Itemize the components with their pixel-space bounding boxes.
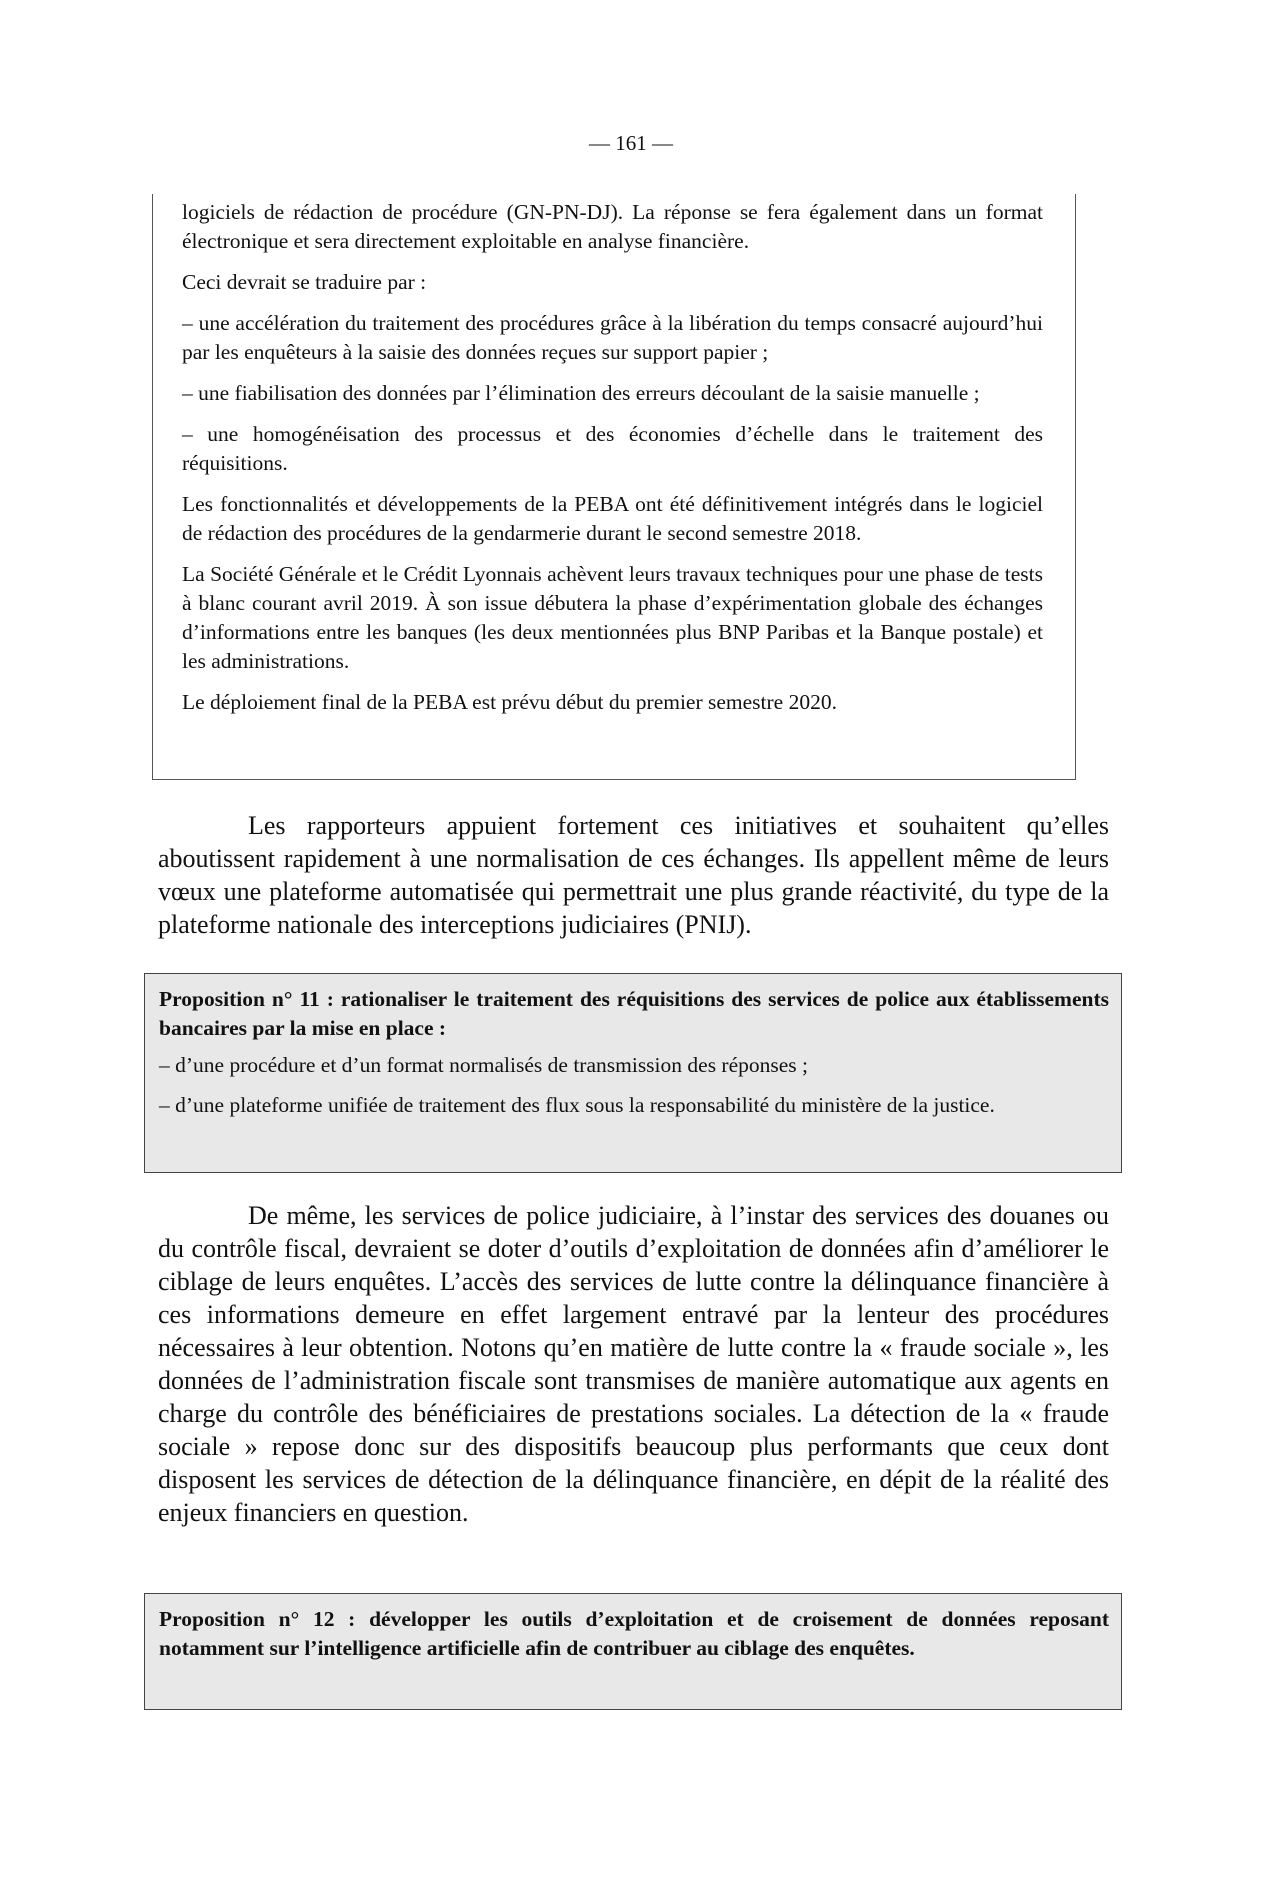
proposal-11-item: – d’une plateforme unifiée de traitement des flux sous la responsabilité du ministère de la justice. bbox=[159, 1093, 995, 1117]
proposal-11-title: Proposition n° 11 : rationaliser le traitement des réquisitions des services de police aux établissements bancaires par la mise en place : bbox=[159, 987, 1109, 1040]
proposal-12-title: Proposition n° 12 : développer les outils d’exploitation et de croisement de données reposant notamment sur l’intelligence artificielle afin de contribuer au ciblage des enquêtes. bbox=[159, 1607, 1109, 1660]
page-number: — 161 — bbox=[589, 131, 673, 155]
box-paragraph: Les fonctionnalités et développements de la PEBA ont été définitivement intégrés dans le logiciel de rédaction des procédures de la gendarmerie durant le second semestre 2018. bbox=[182, 492, 1043, 545]
proposal-12-box bbox=[144, 1593, 1122, 1710]
proposal-11-item: – d’une procédure et d’un format normalisés de transmission des réponses ; bbox=[159, 1053, 809, 1077]
box-list-item: – une homogénéisation des processus et des économies d’échelle dans le traitement des réquisitions. bbox=[182, 422, 1043, 475]
box-list-item: – une accélération du traitement des procédures grâce à la libération du temps consacré aujourd’hui par les enquêteurs à la saisie des données reçues sur support papier ; bbox=[182, 311, 1043, 364]
box-paragraph: logiciels de rédaction de procédure (GN-PN-DJ). La réponse se fera également dans un format électronique et sera directement exploitable en analyse financière. bbox=[182, 200, 1043, 253]
body-paragraph-police-judiciaire: De même, les services de police judiciaire, à l’instar des services des douanes ou du contrôle fiscal, devraient se doter d’outils d’exploitation de données afin d’améliorer le ciblage de leurs enquêtes. L’accès des services de lutte contre la délinquance financière à ces informations demeure en effet largement entravé par la lenteur des procédures nécessaires à leur obtention. Notons qu’en matière de lutte contre la « fraude sociale », les données de l’administration fiscale sont transmises de manière automatique aux agents en charge du contrôle des bénéficiaires de prestations sociales. La détection de la « fraude sociale » repose donc sur des dispositifs beaucoup plus performants que ceux dont disposent les services de détection de la délinquance financière, en dépit de la réalité des enjeux financiers en question. bbox=[158, 1201, 1109, 1527]
box-paragraph: Ceci devrait se traduire par : bbox=[182, 270, 427, 294]
proposal-11-box bbox=[144, 973, 1122, 1173]
box-list-item: – une fiabilisation des données par l’élimination des erreurs découlant de la saisie manuelle ; bbox=[182, 381, 980, 405]
box-paragraph: Le déploiement final de la PEBA est prévu début du premier semestre 2020. bbox=[182, 690, 837, 714]
box-paragraph: La Société Générale et le Crédit Lyonnais achèvent leurs travaux techniques pour une phase de tests à blanc courant avril 2019. À son issue débutera la phase d’expérimentation globale des échanges d’informations entre les banques (les deux mentionnées plus BNP Paribas et la Banque postale) et les administrations. bbox=[182, 562, 1043, 673]
body-paragraph-rapporteurs: Les rapporteurs appuient fortement ces initiatives et souhaitent qu’elles aboutissent rapidement à une normalisation de ces échanges. Ils appellent même de leurs vœux une plateforme automatisée qui permettrait une plus grande réactivité, du type de la plateforme nationale des interceptions judiciaires (PNIJ). bbox=[158, 811, 1109, 939]
continued-text-box bbox=[152, 194, 1076, 780]
